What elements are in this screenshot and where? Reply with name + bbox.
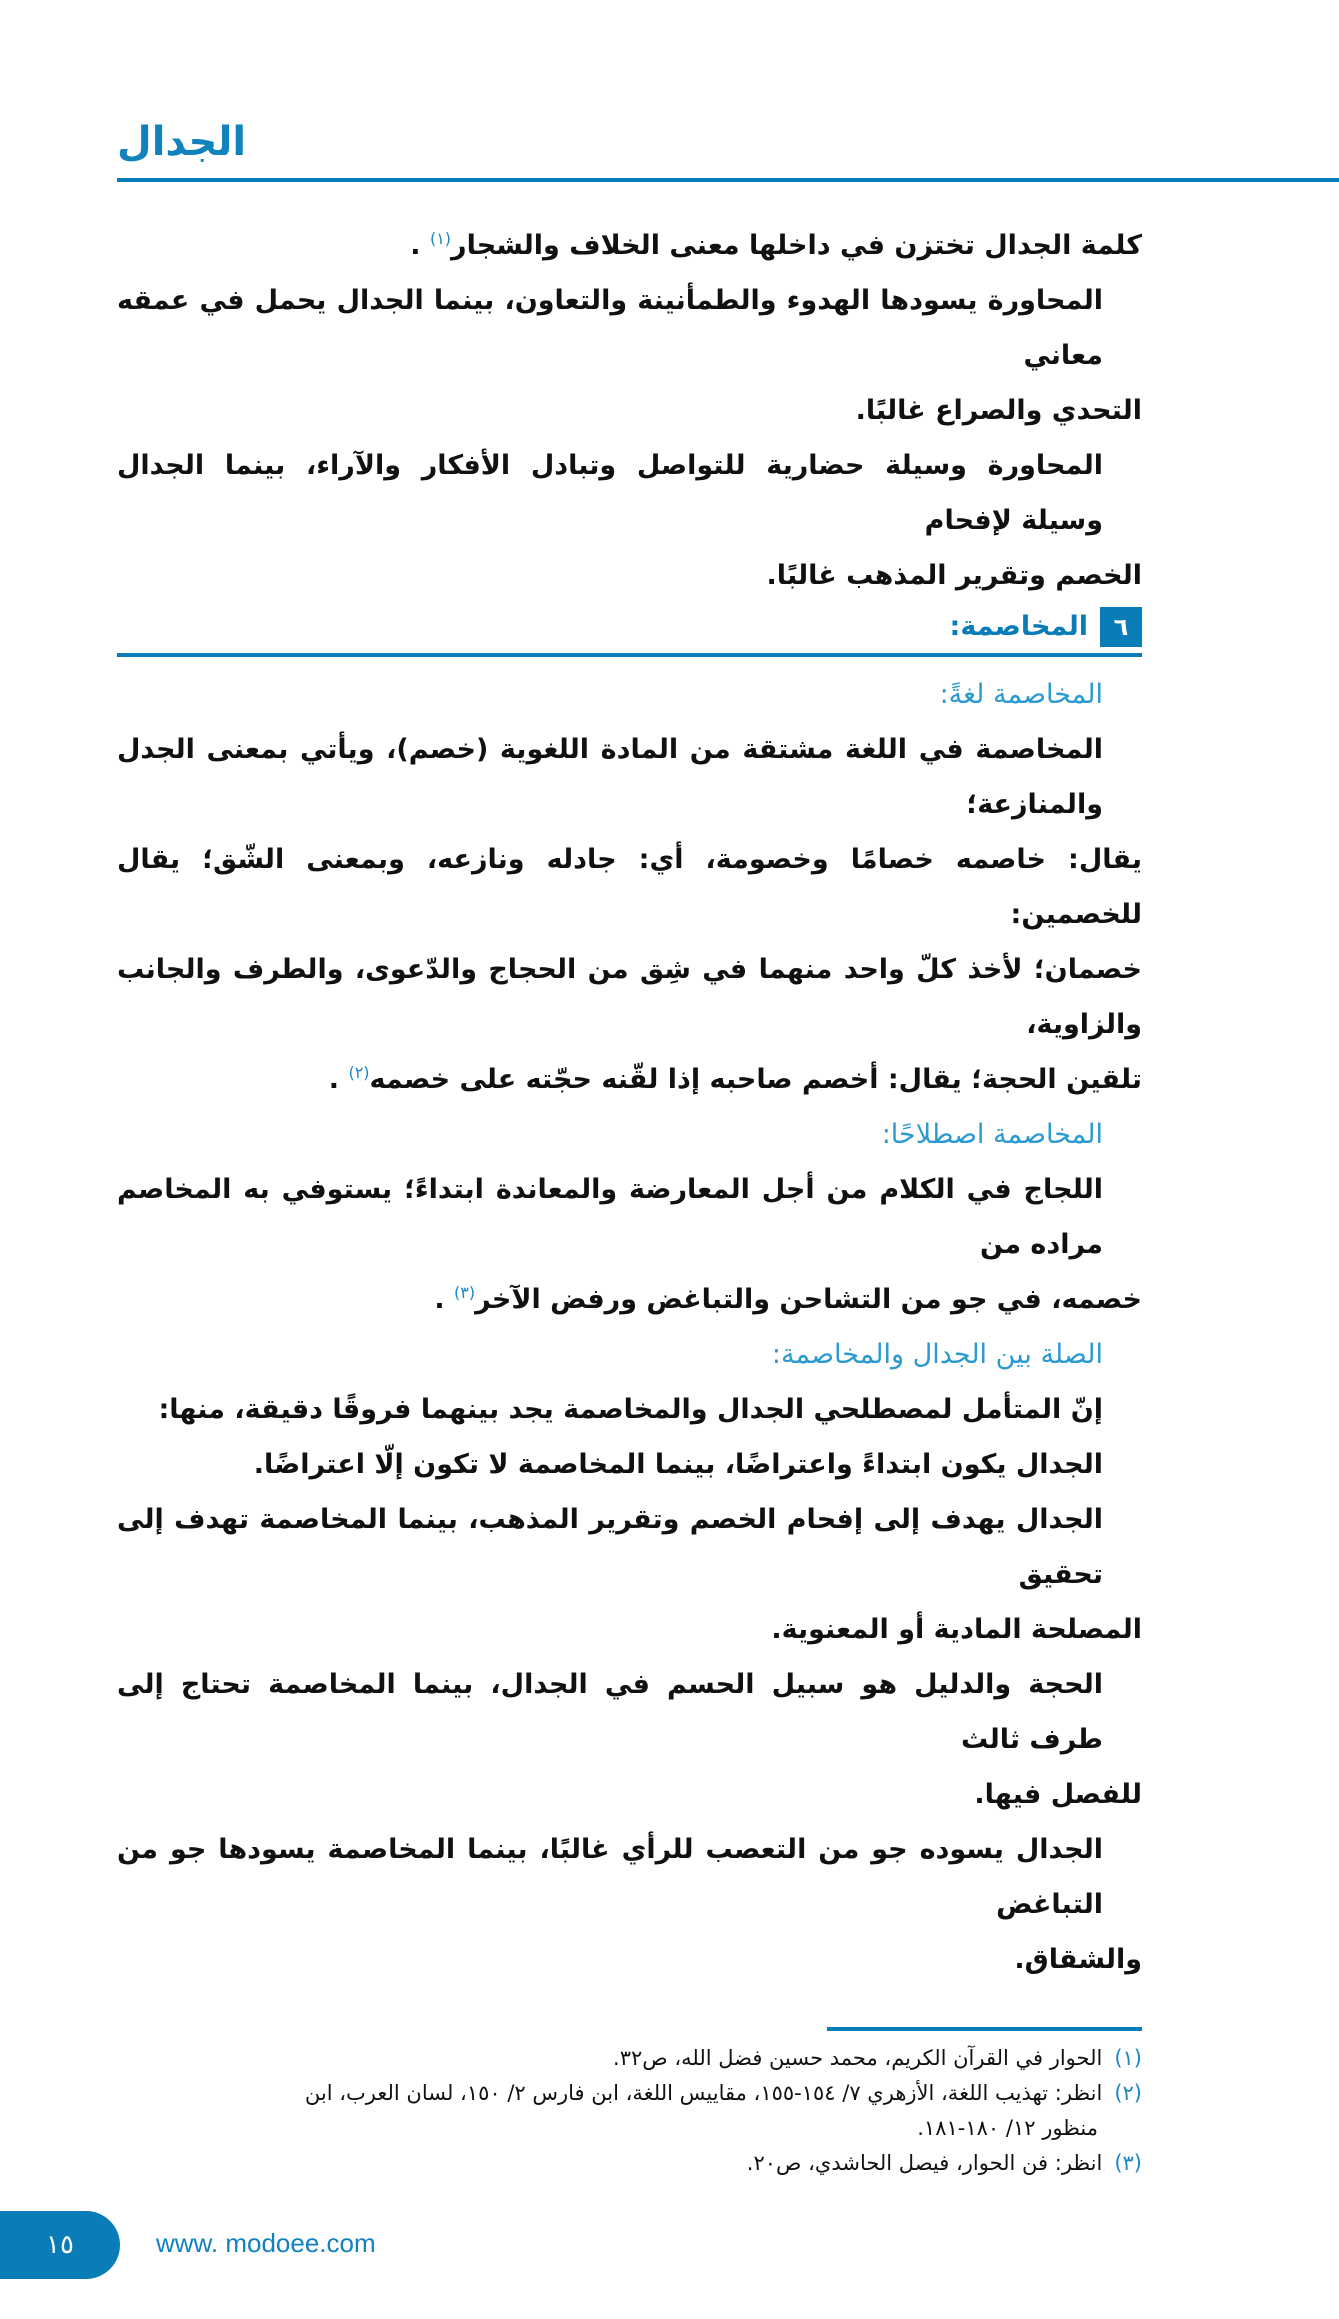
website-link[interactable]: www. modoee.com [156, 2228, 376, 2258]
footnote-rule [827, 2027, 1142, 2031]
paragraph-line: الخصم وتقرير المذهب غالبًا. [766, 560, 1142, 591]
paragraph-line: المصلحة المادية أو المعنوية. [771, 1614, 1142, 1645]
paragraph-line: الحجة والدليل هو سبيل الحسم في الجدال، بينما المخاصمة تحتاج إلى طرف ثالث [117, 1669, 1103, 1755]
paragraph-line: خصمان؛ لأخذ كلّ واحد منهما في شِق من الحجاج والدّعوى، والطرف والجانب والزاوية، [117, 954, 1142, 1040]
page-content [117, 218, 1142, 2181]
paragraph-line: المحاورة وسيلة حضارية للتواصل وتبادل الأفكار والآراء، بينما الجدال وسيلة لإفحام [117, 450, 1103, 536]
paragraph-line: خصمه، في جو من التشاحن والتباغض ورفض الآخر$^{(٣)}$ . [434, 1283, 1142, 1315]
paragraph-line: التحدي والصراع غالبًا. [855, 395, 1142, 426]
page-number: ١٥ [0, 2211, 120, 2279]
page-header-title: الجدال [117, 119, 247, 165]
paragraph-line: المحاورة يسودها الهدوء والطمأنينة والتعاون، بينما الجدال يحمل في عمقه معاني [117, 285, 1103, 371]
paragraph-line: الجدال يسوده جو من التعصب للرأي غالبًا، بينما المخاصمة يسودها جو من التباغض [117, 1834, 1103, 1920]
section-title: المخاصمة: [949, 611, 1088, 642]
section-number-badge: ٦ [1100, 607, 1142, 647]
footnote: (٢)انظر: تهذيب اللغة، الأزهري ٧/ ١٥٤-١٥٥، مقاييس اللغة، ابن فارس ٢/ ١٥٠، لسان العرب، ابن [304, 2081, 1142, 2105]
footnote-continuation: منظور ١٢/ ١٨٠-١٨١. [917, 2116, 1098, 2140]
paragraph-line: والشقاق. [1014, 1944, 1142, 1975]
page-header [0, 0, 1339, 172]
subheading: الصلة بين الجدال والمخاصمة: [771, 1339, 1103, 1370]
paragraph-line: للفصل فيها. [974, 1779, 1142, 1810]
paragraph-line: إنّ المتأمل لمصطلحي الجدال والمخاصمة يجد بينهما فروقًا دقيقة، منها: [158, 1394, 1103, 1425]
subheading: المخاصمة اصطلاحًا: [881, 1119, 1103, 1150]
paragraph-line: كلمة الجدال تختزن في داخلها معنى الخلاف والشجار$^{(١)}$ . [410, 229, 1142, 261]
header-rule [117, 178, 1339, 182]
footnote-ref[interactable]: (٢) [348, 1063, 370, 1082]
paragraph-line: الجدال يكون ابتداءً واعتراضًا، بينما المخاصمة لا تكون إلّا اعتراضًا. [253, 1449, 1103, 1480]
footnote: (٣)انظر: فن الحوار، فيصل الحاشدي، ص٢٠. [746, 2151, 1142, 2175]
paragraph-line: تلقين الحجة؛ يقال: أخصم صاحبه إذا لقّنه حجّته على خصمه$^{(٢)}$ . [328, 1063, 1142, 1095]
paragraph-line: اللجاج في الكلام من أجل المعارضة والمعاندة ابتداءً؛ يستوفي به المخاصم مراده من [117, 1174, 1103, 1260]
subheading: المخاصمة لغةً: [939, 679, 1103, 710]
paragraph-line: الجدال يهدف إلى إفحام الخصم وتقرير المذهب، بينما المخاصمة تهدف إلى تحقيق [117, 1504, 1103, 1590]
section-rule [117, 653, 1142, 657]
section-heading [117, 607, 1142, 647]
footnote: (١)الحوار في القرآن الكريم، محمد حسين فضل الله، ص٣٢. [613, 2046, 1142, 2070]
paragraph-line: يقال: خاصمه خصامًا وخصومة، أي: جادله ونازعه، وبمعنى الشّق؛ يقال للخصمين: [117, 844, 1142, 930]
page-footer [0, 2211, 1339, 2319]
footnote-ref[interactable]: (٣) [454, 1283, 476, 1302]
footnote-ref[interactable]: (١) [429, 229, 452, 248]
paragraph-line: المخاصمة في اللغة مشتقة من المادة اللغوية (خصم)، ويأتي بمعنى الجدل والمنازعة؛ [117, 734, 1103, 820]
